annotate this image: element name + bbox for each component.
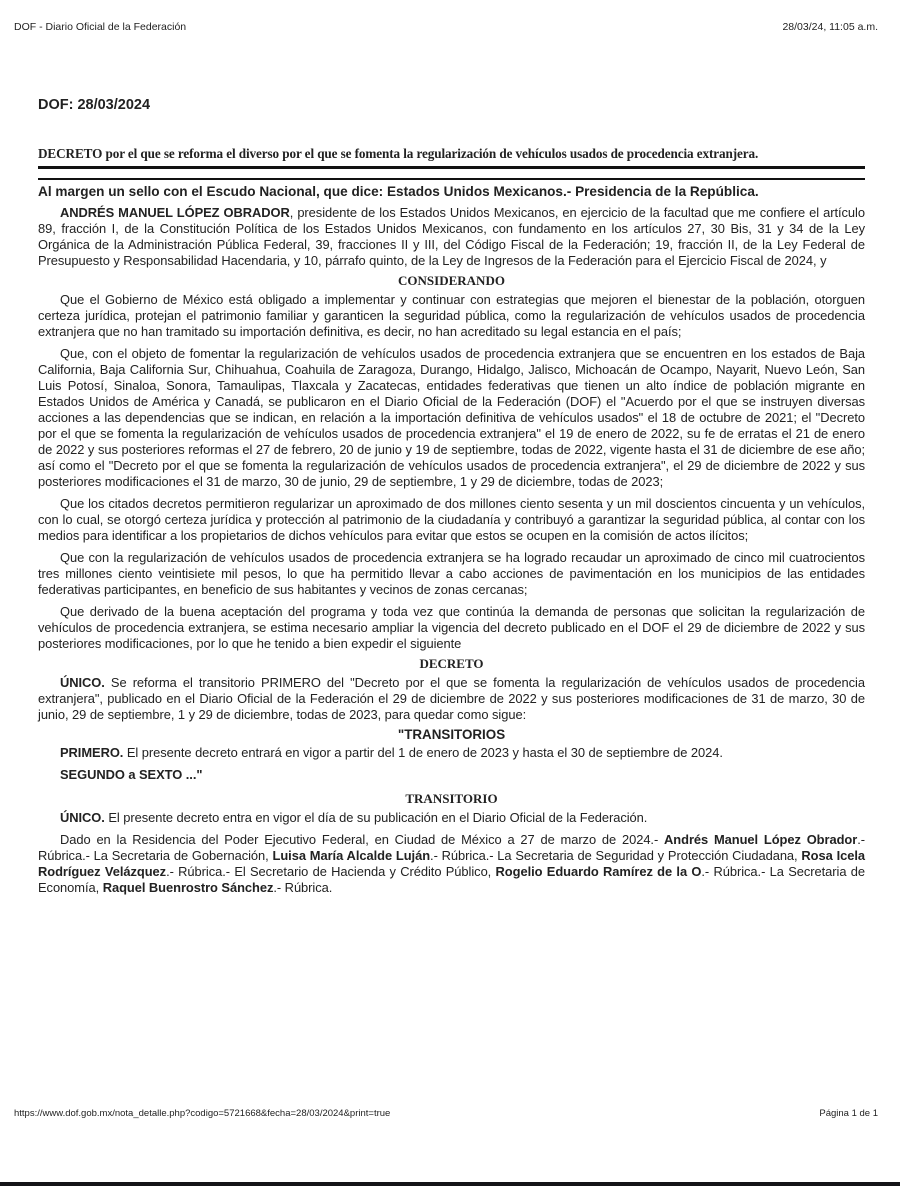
- preamble-paragraph: [38, 205, 865, 269]
- signature-text: .- Rúbrica.- La Secretaria de Seguridad y Protección Ciudadana,: [430, 848, 802, 863]
- dof-date: DOF: 28/03/2024: [38, 97, 151, 113]
- document-body: [38, 146, 865, 896]
- print-footer-url: https://www.dof.gob.mx/nota_detalle.php?codigo=5721668&fecha=28/03/2024&print=true: [14, 1108, 391, 1119]
- decree-title: DECRETO por el que se reforma el diverso por el que se fomenta la regularización de vehículos usados de procedencia extranjera.: [38, 146, 865, 169]
- considerando-paragraph: Que, con el objeto de fomentar la regularización de vehículos usados de procedencia extranjera que se encuentren en los estados de Baja California, Baja California Sur, Chihuahua, Coahuila de Zaragoza, Durango, Hidalgo, Jalisco, Michoacán de Ocampo, Nayarit, Nuevo León, San Luis Potosí, Sinaloa, Sonora, Tamaulipas, Tlaxcala y Zacatecas, entidades federativas que tienen un alto índice de población migrante en Estados Unidos de América y Canadá, se publicaron en el Diario Oficial de la Federación (DOF) el "Acuerdo por el que se instruyen diversas acciones a las dependencias que se indican, en relación a la importación definitiva de vehículos usados" el 18 de octubre de 2021; el "Decreto por el que se fomenta la regularización de vehículos usados de procedencia extranjera" el 19 de enero de 2022, su fe de erratas el 21 de enero de 2022 y sus posteriores reformas el 27 de febrero, 20 de junio y 19 de septiembre, todas de 2022, vigente hasta el 31 de diciembre de ese año; así como el "Decreto por el que se fomenta la regularización de vehículos usados de procedencia extranjera", el 29 de diciembre de 2022 y sus posteriores modificaciones el 31 de marzo, 30 de junio, 29 de septiembre, 1 y 29 de diciembre, todas de 2023;: [38, 346, 865, 489]
- margin-note: Al margen un sello con el Escudo Nacional, que dice: Estados Unidos Mexicanos.- Presidencia de la República.: [38, 184, 759, 199]
- signatory-name: Rosa Icela Rodríguez Velázquez: [38, 848, 865, 879]
- considerando-paragraph: Que con la regularización de vehículos usados de procedencia extranjera se ha logrado recaudar un aproximado de cinco mil cuatrocientos tres millones ciento veintisiete mil pesos, lo que ha permitido llevar a cabo acciones de pavimentación en los municipios de las entidades federativas participantes, en beneficio de sus habitantes y vecinos de zonas cercanas;: [38, 550, 865, 597]
- unico-transitorio: [38, 810, 865, 826]
- primero-article: [38, 745, 865, 761]
- signatory-name: Rogelio Eduardo Ramírez de la O: [495, 864, 702, 879]
- unico-transitorio-label: ÚNICO.: [60, 810, 105, 825]
- print-header-title: DOF - Diario Oficial de la Federación: [14, 21, 187, 33]
- unico-article: [38, 675, 865, 723]
- print-footer-page-indicator: Página 1 de 1: [819, 1108, 878, 1119]
- unico-transitorio-text: El presente decreto entra en vigor el día de su publicación en el Diario Oficial de la Federación.: [104, 810, 648, 825]
- president-name: ANDRÉS MANUEL LÓPEZ OBRADOR: [60, 205, 290, 220]
- considerando-paragraph: Que derivado de la buena aceptación del programa y toda vez que continúa la demanda de personas que solicitan la regularización de vehículos de procedencia extranjera, se estima necesario ampliar la vigencia del decreto publicado en el DOF el 29 de diciembre de 2022 y sus posteriores modificaciones, por lo que he tenido a bien expedir el siguiente: [38, 604, 865, 651]
- title-divider: [38, 178, 865, 180]
- signatory-name: Luisa María Alcalde Luján: [272, 848, 431, 863]
- signature-paragraph: [38, 832, 865, 896]
- unico-text: Se reforma el transitorio PRIMERO del "Decreto por el que se fomenta la regularización de vehículos usados de procedencia extranjera", publicado en el Diario Oficial de la Federación el 29 de diciembre de 2022 y sus posteriores modificaciones de 31 de marzo, 30 de junio, 29 de septiembre, 1 y 29 de diciembre, todas de 2023, para quedar como sigue:: [38, 675, 865, 722]
- signatory-name: Raquel Buenrostro Sánchez: [102, 880, 274, 895]
- decreto-heading: DECRETO: [419, 656, 484, 671]
- signature-text: .- Rúbrica.- El Secretario de Hacienda y Crédito Público,: [166, 864, 496, 879]
- considerando-paragraph: Que los citados decretos permitieron regularizar un aproximado de dos millones ciento sesenta y un mil doscientos cincuenta y un vehículos, con lo cual, se otorgó certeza jurídica y protección al patrimonio de la ciudadanía y contribuyó a garantizar la seguridad pública, al contar con los medios para identificar a los propietarios de dichos vehículos para evitar que estos se ocupen en la comisión de actos ilícitos;: [38, 496, 865, 543]
- considerando-heading: CONSIDERANDO: [398, 273, 505, 288]
- segundo-sexto: [38, 767, 865, 783]
- primero-text: El presente decreto entrará en vigor a partir del 1 de enero de 2023 y hasta el 30 de septiembre de 2024.: [123, 745, 723, 760]
- transitorio-heading: TRANSITORIO: [405, 791, 498, 806]
- signature-text: Dado en la Residencia del Poder Ejecutivo Federal, en Ciudad de México a 27 de marzo de 2024.-: [60, 832, 665, 847]
- transitorios-heading: "TRANSITORIOS: [397, 727, 506, 742]
- considerando-paragraph: Que el Gobierno de México está obligado a implementar y continuar con estrategias que mejoren el bienestar de la población, otorguen certeza jurídica, protejan el patrimonio familiar y garanticen la seguridad pública, como la regularización de vehículos usados de procedencia extranjera que no han tramitado su importación definitiva, es decir, no han acreditado su legal estancia en el país;: [38, 292, 865, 339]
- preamble-text: , presidente de los Estados Unidos Mexicanos, en ejercicio de la facultad que me confiere el artículo 89, fracción I, de la Constitución Política de los Estados Unidos Mexicanos, con fundamento en los artículos 27, 30 Bis, 31 y 34 de la Ley Orgánica de la Administración Pública Federal, 39, fracciones II y III, del Código Fiscal de la Federación; 19, fracción II, de la Ley Federal de Presupuesto y Responsabilidad Hacendaria, y 10, párrafo quinto, de la Ley de Ingresos de la Federación para el Ejercicio Fiscal de 2024, y: [38, 205, 865, 268]
- bottom-edge-band: [0, 1182, 900, 1186]
- signature-text: .- Rúbrica.- La Secretaria de Economía,: [38, 864, 865, 895]
- print-header-timestamp: 28/03/24, 11:05 a.m.: [782, 21, 878, 33]
- signature-text: .- Rúbrica.: [273, 880, 333, 895]
- primero-label: PRIMERO.: [60, 745, 124, 760]
- segundo-sexto-label: SEGUNDO a SEXTO ...": [60, 767, 203, 782]
- signatory-name: Andrés Manuel López Obrador: [664, 832, 858, 847]
- unico-label: ÚNICO.: [60, 675, 105, 690]
- signature-text: .- Rúbrica.- La Secretaria de Gobernación,: [38, 832, 865, 863]
